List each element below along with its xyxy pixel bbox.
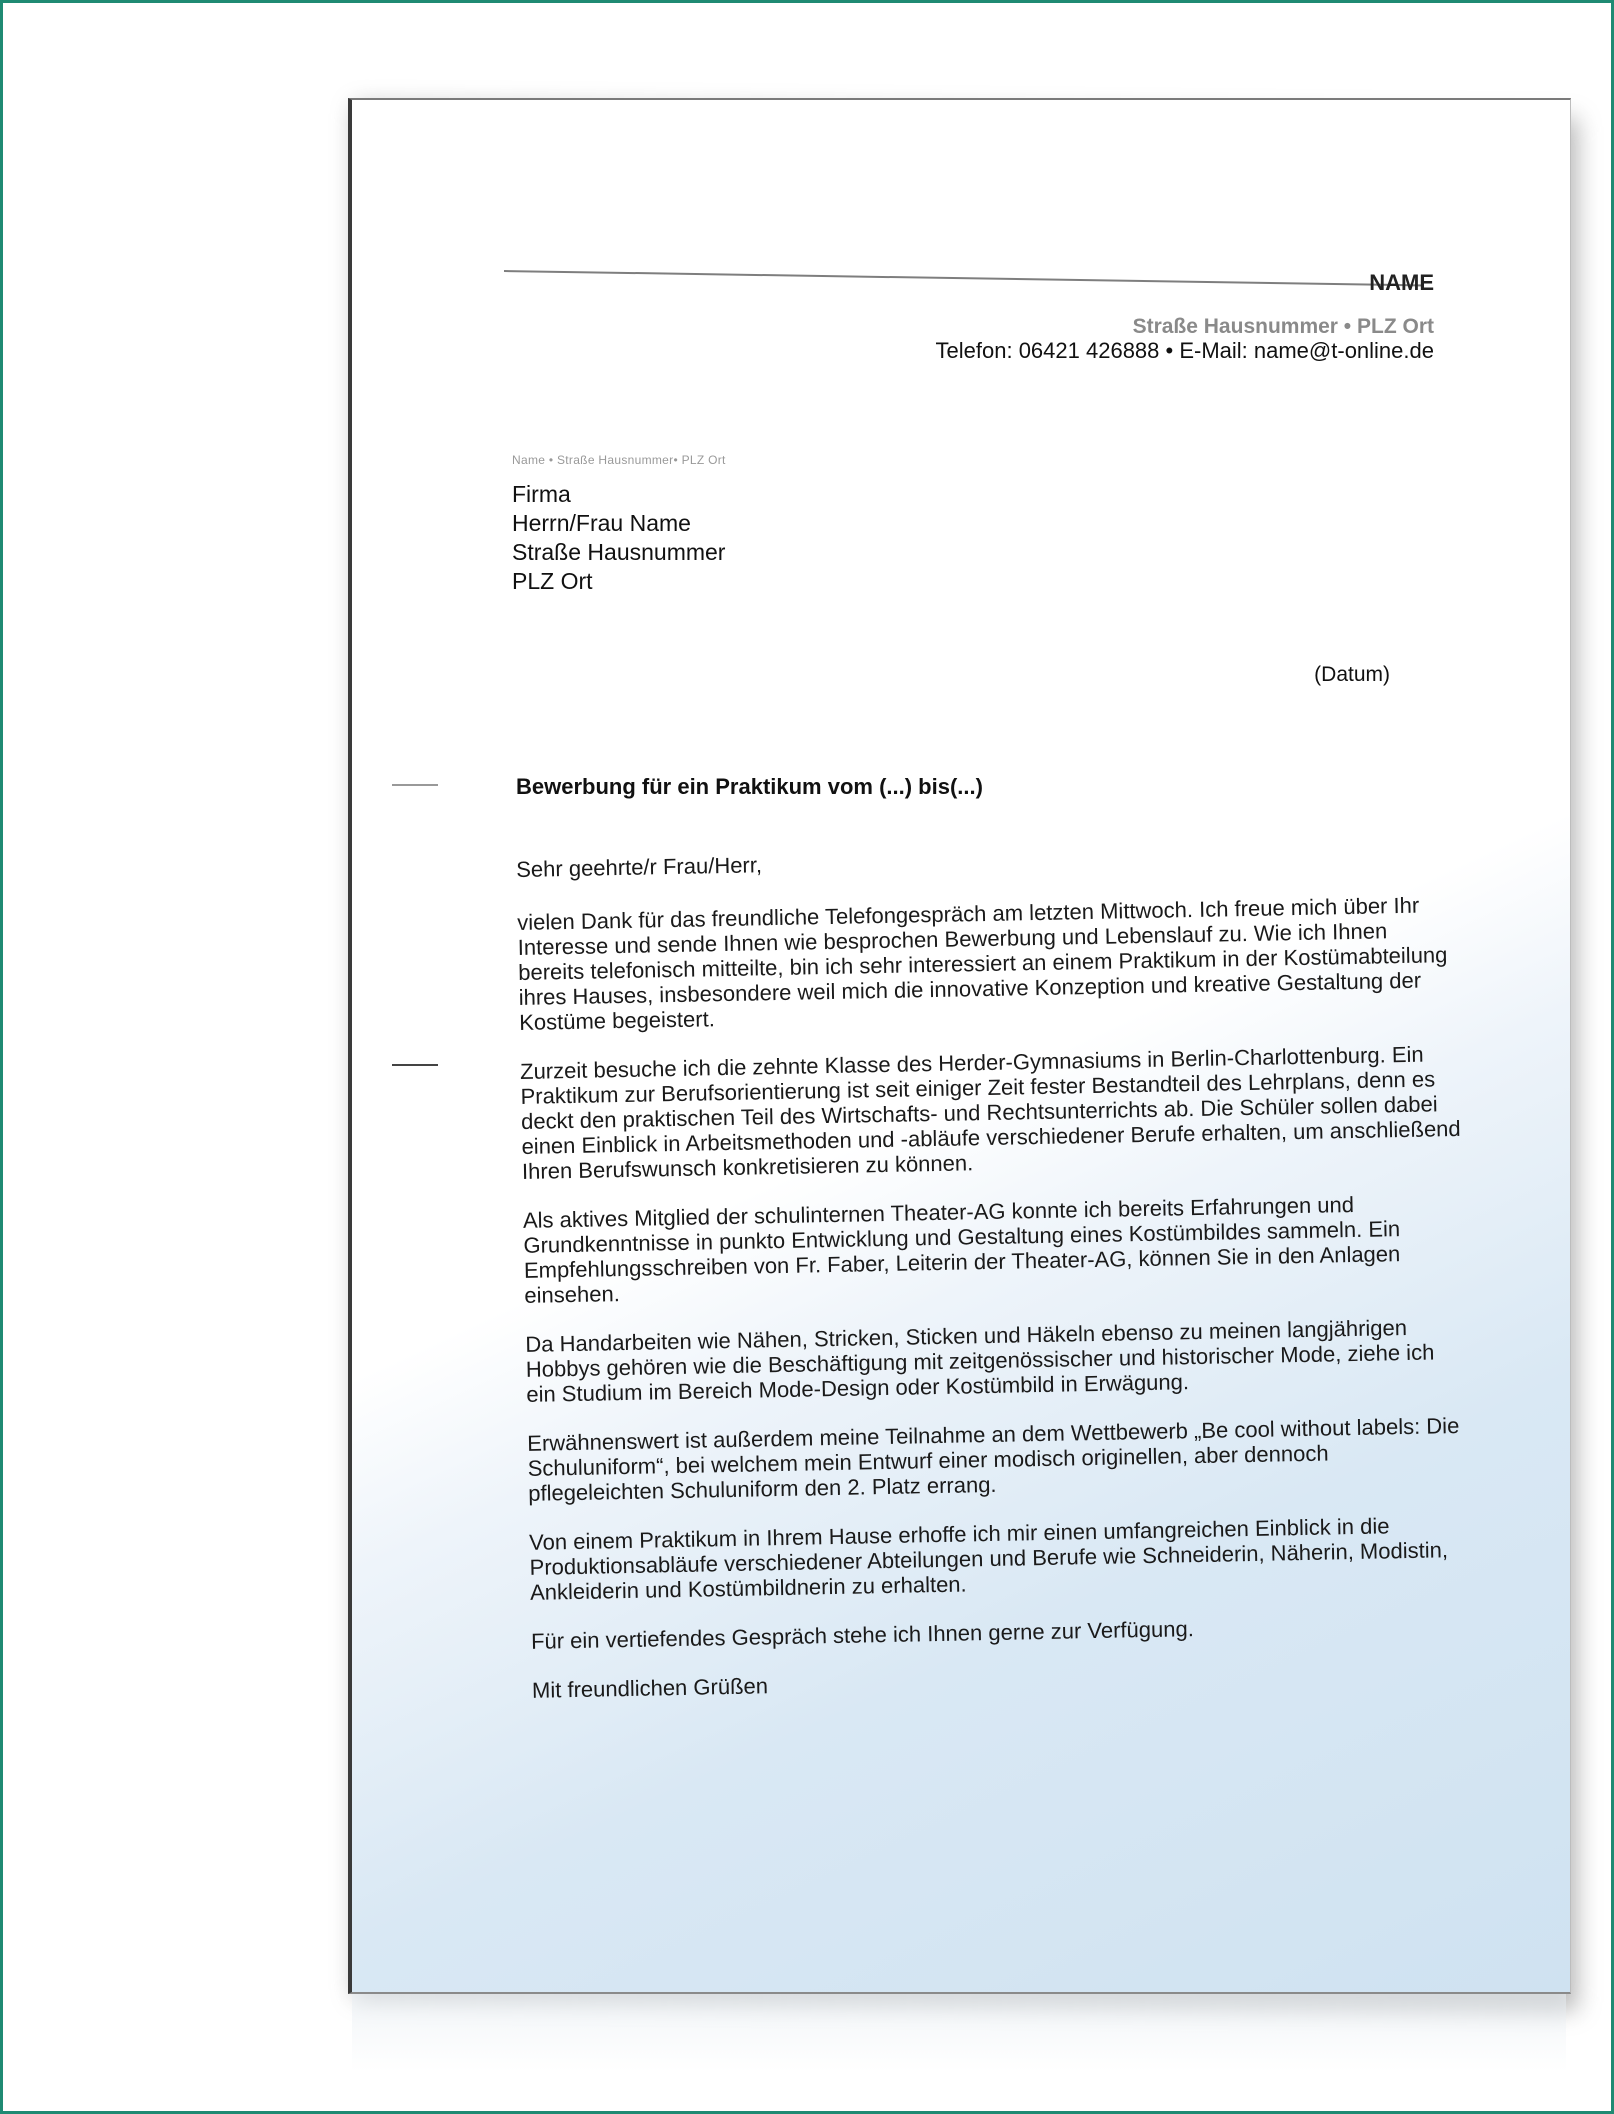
body-paragraph: Für ein vertiefendes Gespräch stehe ich Ihnen gerne zur Verfügung. (530, 1616, 1195, 1654)
body-paragraph: Da Handarbeiten wie Nähen, Stricken, Sticken und Häkeln ebenso zu meinen langjährigen Hobbys gehören wie die Beschäftigung mit zeitgenössischer und historischer Mode, ziehe ich ein Studium im Bereich Mode-Design oder Kostümbild in Erwägung. (525, 1314, 1435, 1407)
recipient-company: Firma (512, 481, 571, 507)
body-paragraph: vielen Dank für das freundliche Telefongespräch am letzten Mittwoch. Ich freue mich über Ihr Interesse und sende Ihnen wie besprochen Bewerbung und Lebenslauf zu. Wie ich Ihnen bereits telefonisch mitteilte, bin ich sehr interessiert an einem Praktikum in der Kostümabteilung ihres Hauses, insbesondere weil mich die innovative Konzeption und kreative Gestaltung der Kostüme begeistert. (517, 892, 1448, 1035)
punch-mark (392, 1064, 438, 1066)
closing: Mit freundlichen Grüßen (531, 1673, 769, 1703)
sender-address: Straße Hausnummer • PLZ Ort (1132, 315, 1434, 338)
header-rule (504, 270, 1424, 286)
body-paragraph: Zurzeit besuche ich die zehnte Klasse des Herder-Gymnasiums in Berlin-Charlottenburg. Ein Praktikum zur Berufsorientierung ist seit einiger Zeit fester Bestandteil des Lehrplans, denn es deckt den praktischen Teil des Wirtschafts- und Rechtsunterrichts ab. Die Schüler sollen dabei einen Einblick in Arbeitsmethoden und -abläufe verschiedener Berufe erhalten, um anschließend Ihren Berufswunsch konkretisieren zu können. (519, 1041, 1461, 1184)
recipient-city: PLZ Ort (512, 568, 593, 594)
page-reflection (352, 1992, 1566, 2072)
letter-subject: Bewerbung für ein Praktikum vom (...) bis(...) (516, 774, 983, 799)
letter-page (348, 98, 1571, 1994)
salutation: Sehr geehrte/r Frau/Herr, (516, 852, 763, 882)
recipient-street: Straße Hausnummer (512, 539, 726, 565)
return-address-line: Name • Straße Hausnummer• PLZ Ort (512, 453, 726, 467)
recipient-block (512, 480, 725, 596)
fold-mark (392, 784, 438, 786)
letter-date: (Datum) (1314, 663, 1390, 686)
body-paragraph: Als aktives Mitglied der schulinternen Theater-AG konnte ich bereits Erfahrungen und Grundkenntnisse in punkto Entwicklung und Gestaltung eines Kostümbildes sammeln. Ein Empfehlungsschreiben von Fr. Faber, Leiterin der Theater-AG, können Sie in den Anlagen einsehen. (522, 1191, 1401, 1308)
sender-contact: Telefon: 06421 426888 • E-Mail: name@t-online.de (935, 338, 1434, 363)
recipient-person: Herrn/Frau Name (512, 510, 691, 536)
body-paragraph: Von einem Praktikum in Ihrem Hause erhoffe ich mir einen umfangreichen Einblick in die Produktionsabläufe verschiedener Abteilungen und Berufe wie Schneiderin, Näherin, Modistin, Ankleiderin und Kostümbildnerin zu erhalten. (528, 1513, 1449, 1605)
sender-name: NAME (1369, 270, 1434, 295)
body-paragraph: Erwähnenswert ist außerdem meine Teilnahme an dem Wettbewerb „Be cool without labels: Die Schuluniform“, bei welchem mein Entwurf einer modisch originellen, aber dennoch pflegeleichten Schuluniform den 2. Platz errang. (527, 1412, 1460, 1506)
letter-body (516, 839, 1473, 1727)
